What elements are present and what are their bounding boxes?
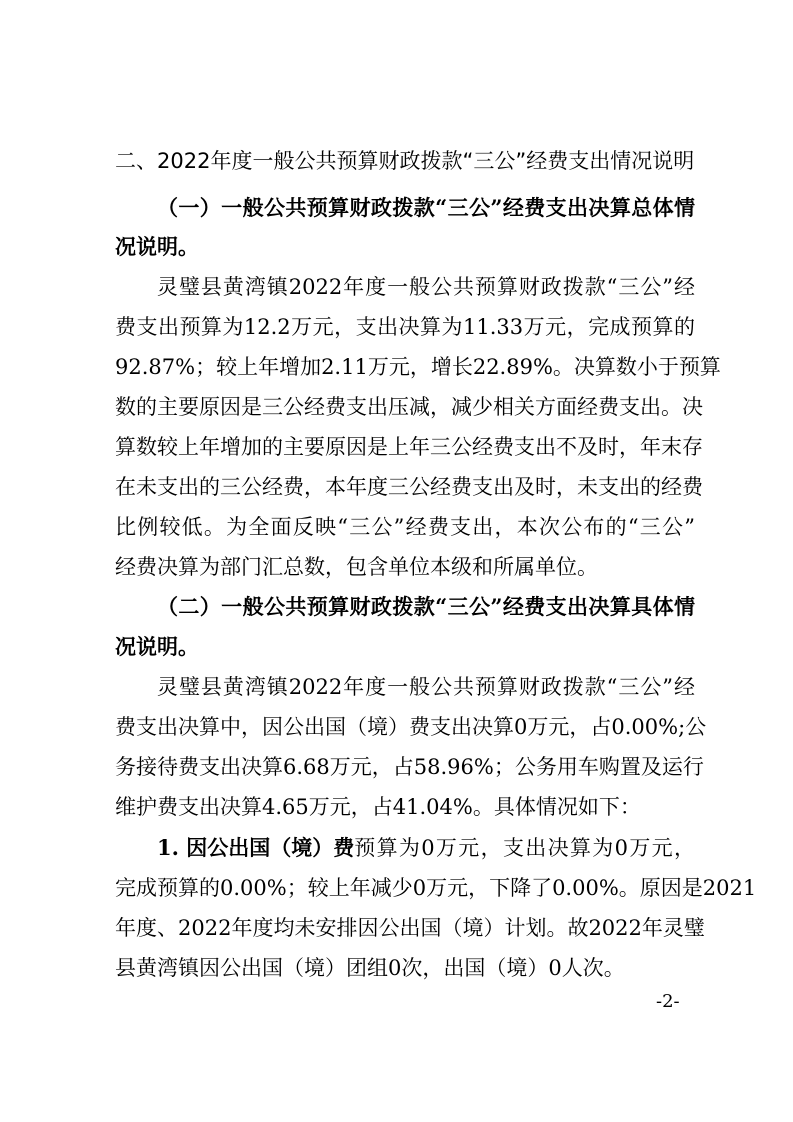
item-1-first-line xyxy=(157,833,695,863)
paragraph-1-line: 在未支出的三公经费，本年度三公经费支出及时，未支出的经费 xyxy=(115,475,703,499)
subsection-2-title-line-1: （二）一般公共预算财政拨款“三公”经费支出决算具体情 xyxy=(157,594,695,619)
subsection-2-title-line-2: 况说明。 xyxy=(115,634,199,659)
paragraph-1-line: 费支出预算为12.2万元，支出决算为11.33万元，完成预算的 xyxy=(115,315,695,339)
item-1-line: 年度、2022年度均未安排因公出国（境）计划。故2022年灵璧 xyxy=(115,916,705,940)
paragraph-1-line: 数的主要原因是三公经费支出压减，减少相关方面经费支出。决 xyxy=(115,395,703,419)
paragraph-1-line: 比例较低。为全面反映“三公”经费支出，本次公布的“三公” xyxy=(115,515,695,539)
item-1-line: 完成预算的0.00%；较上年减少0万元，下降了0.00%。原因是2021 xyxy=(115,876,757,900)
paragraph-2-line: 灵璧县黄湾镇2022年度一般公共预算财政拨款“三公”经 xyxy=(157,675,695,699)
item-1-first-line-rest: 预算为0万元，支出决算为0万元， xyxy=(354,836,695,860)
paragraph-1-line: 灵璧县黄湾镇2022年度一般公共预算财政拨款“三公”经 xyxy=(157,275,695,299)
item-1-line: 县黄湾镇因公出国（境）团组0次，出国（境）0人次。 xyxy=(115,956,625,980)
section-heading: 二、2022年度一般公共预算财政拨款“三公”经费支出情况说明 xyxy=(115,149,695,173)
subsection-1-title-line-1: （一）一般公共预算财政拨款“三公”经费支出决算总体情 xyxy=(157,195,695,220)
item-1-lead: 1. 因公出国（境）费 xyxy=(157,835,355,860)
page-number: -2- xyxy=(656,991,680,1012)
paragraph-1-line: 算数较上年增加的主要原因是上年三公经费支出不及时，年末存 xyxy=(115,435,703,459)
subsection-1-title-line-2: 况说明。 xyxy=(115,234,199,259)
paragraph-1-line: 92.87%；较上年增加2.11万元，增长22.89%。决算数小于预算 xyxy=(115,355,721,379)
paragraph-2-line: 费支出决算中，因公出国（境）费支出决算0万元，占0.00%;公 xyxy=(115,715,707,739)
paragraph-2-line: 务接待费支出决算6.68万元，占58.96%；公务用车购置及运行 xyxy=(115,755,704,779)
paragraph-2-line: 维护费支出决算4.65万元，占41.04%。具体情况如下： xyxy=(115,795,641,819)
paragraph-1-line: 经费决算为部门汇总数，包含单位本级和所属单位。 xyxy=(115,555,598,579)
